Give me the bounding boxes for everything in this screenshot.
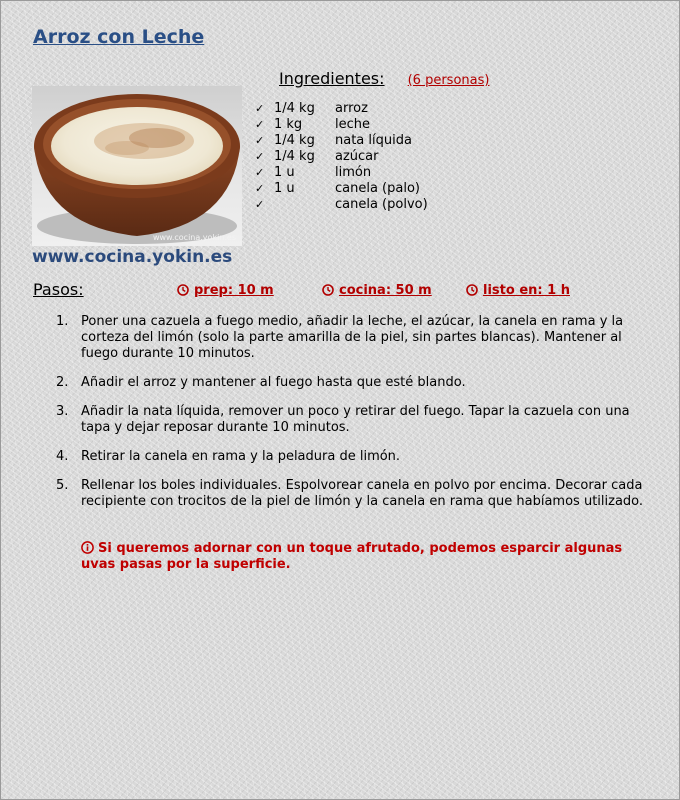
step-item bbox=[46, 404, 656, 436]
ingredient-item bbox=[255, 133, 428, 149]
ingredient-name: limón bbox=[335, 165, 372, 180]
check-icon: ✓ bbox=[255, 198, 265, 211]
step-text: Poner una cazuela a fuego medio, añadir la leche, el azúcar, la canela en rama y la corteza del limón (solo la parte amarilla de la piel, sin partes blancas). Mantener al fuego durante 10 minutos. bbox=[81, 314, 624, 361]
ingredient-item bbox=[255, 101, 428, 117]
ingredient-item bbox=[255, 165, 428, 181]
recipe-title: Arroz con Leche bbox=[33, 26, 205, 48]
step-item bbox=[46, 478, 656, 510]
ingredient-item bbox=[255, 149, 428, 165]
ingredient-qty: 1 kg bbox=[274, 117, 303, 132]
ingredient-qty: 1/4 kg bbox=[274, 133, 315, 148]
ingredient-name: nata líquida bbox=[335, 133, 412, 148]
check-icon: ✓ bbox=[255, 118, 265, 131]
check-icon: ✓ bbox=[255, 134, 265, 147]
ingredient-name: arroz bbox=[335, 101, 368, 116]
check-icon: ✓ bbox=[255, 182, 265, 195]
ingredient-qty bbox=[274, 197, 335, 213]
ingredient-item bbox=[255, 197, 428, 213]
step-text: Añadir el arroz y mantener al fuego hasta que esté blando. bbox=[81, 375, 466, 390]
step-text: Añadir la nata líquida, remover un poco y retirar del fuego. Tapar la cazuela con una tapa y dejar reposar durante 10 minutos. bbox=[81, 404, 630, 435]
prep-time-link[interactable] bbox=[177, 283, 274, 298]
step-text: Retirar la canela en rama y la peladura de limón. bbox=[81, 449, 401, 464]
servings-link[interactable]: (6 personas) bbox=[407, 73, 490, 88]
clock-icon bbox=[177, 284, 189, 296]
cook-time-label: cocina: 50 m bbox=[339, 283, 432, 298]
check-icon: ✓ bbox=[255, 102, 265, 115]
ingredients-label: Ingredientes: bbox=[279, 69, 385, 88]
photo-caption: www.cocina.yokin.es bbox=[152, 233, 236, 242]
step-item bbox=[46, 375, 656, 391]
ingredient-qty: 1 u bbox=[274, 181, 295, 196]
ingredient-name: leche bbox=[335, 117, 370, 132]
tip-note bbox=[81, 541, 641, 573]
step-number: 4. bbox=[56, 449, 69, 464]
ingredient-item bbox=[255, 181, 428, 197]
rice-pudding-bowl-image bbox=[32, 86, 242, 246]
ingredient-qty: 1/4 kg bbox=[274, 149, 315, 164]
prep-time-label: prep: 10 m bbox=[194, 283, 274, 298]
check-icon: ✓ bbox=[255, 166, 265, 179]
ingredients-list bbox=[255, 101, 428, 213]
clock-icon bbox=[466, 284, 478, 296]
step-number: 2. bbox=[56, 375, 69, 390]
info-icon bbox=[81, 541, 94, 554]
check-icon: ✓ bbox=[255, 150, 265, 163]
recipe-photo bbox=[32, 86, 242, 246]
step-item bbox=[46, 314, 656, 362]
ingredient-item bbox=[255, 117, 428, 133]
step-item bbox=[46, 449, 656, 465]
step-number: 5. bbox=[56, 478, 69, 493]
site-url: www.cocina.yokin.es bbox=[32, 247, 233, 267]
clock-icon bbox=[322, 284, 334, 296]
ingredients-heading bbox=[279, 69, 489, 88]
ingredient-name: azúcar bbox=[335, 149, 379, 164]
ingredient-qty: 1/4 kg bbox=[274, 101, 315, 116]
step-number: 3. bbox=[56, 404, 69, 419]
tip-text: Si queremos adornar con un toque afrutado, podemos esparcir algunas uvas pasas por la superficie. bbox=[81, 541, 623, 572]
ingredient-qty: 1 u bbox=[274, 165, 295, 180]
ready-time-label: listo en: 1 h bbox=[483, 283, 570, 298]
steps-list bbox=[46, 314, 656, 523]
ingredient-name: canela (polvo) bbox=[335, 197, 428, 212]
cook-time-link[interactable] bbox=[322, 283, 432, 298]
step-number: 1. bbox=[56, 314, 69, 329]
steps-heading: Pasos: bbox=[33, 280, 84, 299]
ingredient-name: canela (palo) bbox=[335, 181, 420, 196]
step-text: Rellenar los boles individuales. Espolvorear canela en polvo por encima. Decorar cada recipiente con trocitos de la piel de limón y la canela en rama que habíamos utilizado. bbox=[81, 478, 644, 509]
ready-time-link[interactable] bbox=[466, 283, 570, 298]
